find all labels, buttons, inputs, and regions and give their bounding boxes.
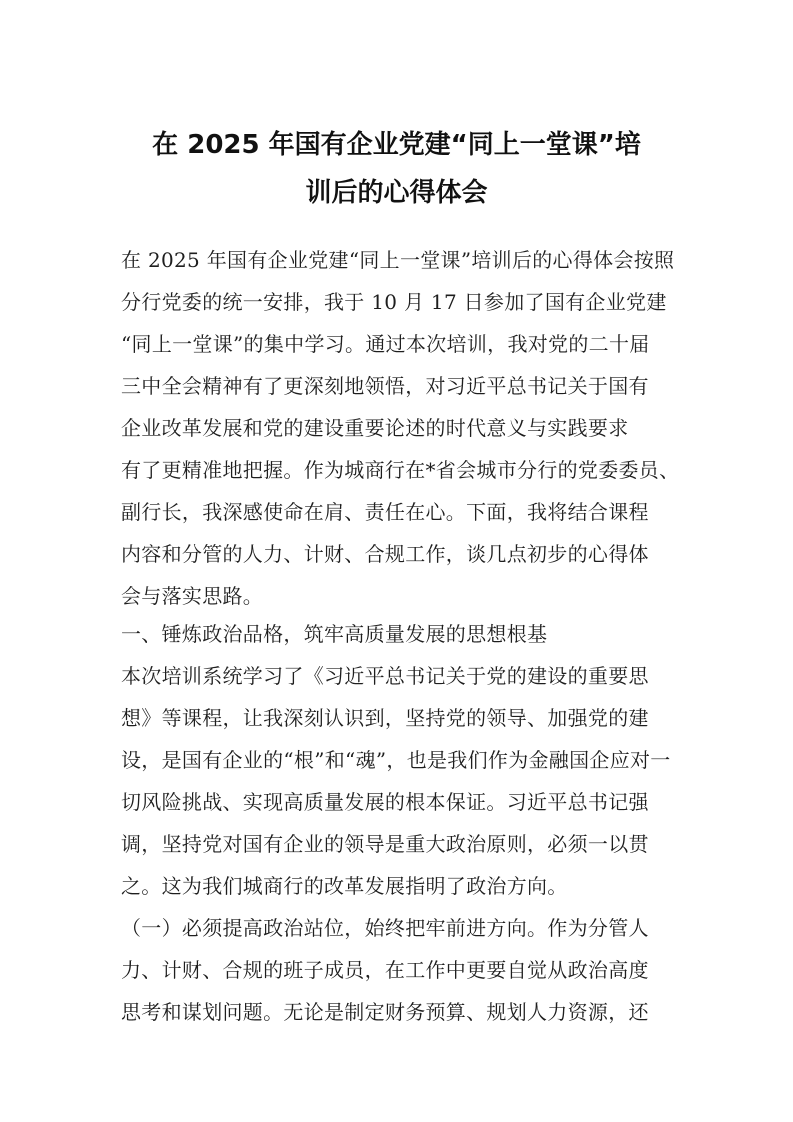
body-line: 切风险挑战、实现高质量发展的根本保证。习近平总书记强 (121, 790, 649, 814)
body-line: 分行党委的统一安排，我于 10 月 17 日参加了国有企业党建 (121, 290, 667, 314)
document-title-line-1: 在 2025 年国有企业党建“同上一堂课”培 (152, 130, 641, 160)
body-line: “同上一堂课”的集中学习。通过本次培训，我对党的二十届 (121, 332, 650, 356)
body-line: 本次培训系统学习了《习近平总书记关于党的建设的重要思 (121, 664, 649, 688)
body-line: 设，是国有企业的“根”和“魂”，也是我们作为金融国企应对一 (121, 748, 671, 772)
body-line: 有了更精准地把握。作为城商行在*省会城市分行的党委委员、 (121, 458, 680, 482)
body-line: 会与落实思路。 (121, 584, 264, 608)
body-line: 企业改革发展和党的建设重要论述的时代意义与实践要求 (121, 416, 629, 440)
body-line: 副行长，我深感使命在肩、责任在心。下面，我将结合课程 (121, 500, 649, 524)
body-line: 力、计财、合规的班子成员，在工作中更要自觉从政治高度 (121, 958, 649, 982)
document-title-line-2: 训后的心得体会 (305, 178, 488, 208)
body-line: 思考和谋划问题。无论是制定财务预算、规划人力资源，还 (121, 1000, 649, 1024)
body-line: 调，坚持党对国有企业的领导是重大政治原则，必须一以贯 (121, 832, 649, 856)
body-line: 之。这为我们城商行的改革发展指明了政治方向。 (121, 874, 568, 898)
body-line: 想》等课程，让我深刻认识到，坚持党的领导、加强党的建 (121, 706, 649, 730)
section-heading: 一、锤炼政治品格，筑牢高质量发展的思想根基 (121, 622, 548, 646)
body-line: 内容和分管的人力、计财、合规工作，谈几点初步的心得体 (121, 542, 649, 566)
subsection-line: （一）必须提高政治站位，始终把牢前进方向。作为分管人 (121, 916, 649, 940)
body-line: 在 2025 年国有企业党建“同上一堂课”培训后的心得体会按照 (121, 248, 675, 272)
body-line: 三中全会精神有了更深刻地领悟，对习近平总书记关于国有 (121, 374, 649, 398)
